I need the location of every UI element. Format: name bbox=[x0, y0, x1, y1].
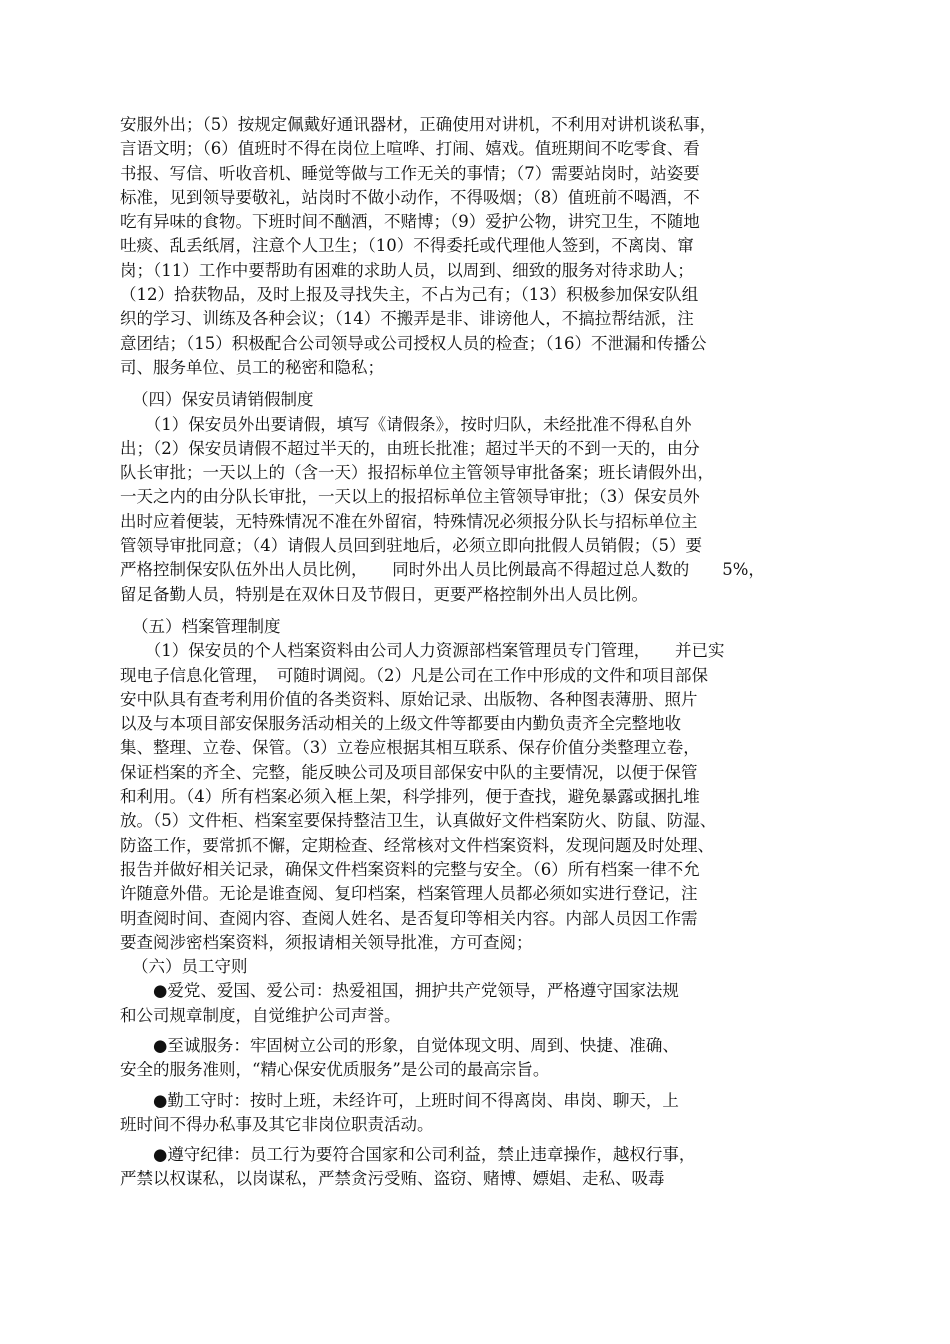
section5-heading: （五）档案管理制度 bbox=[132, 616, 281, 636]
document-body bbox=[120, 113, 836, 1192]
rule-item: ●勤工守时：按时上班，未经许可，上班时间不得离岗、串岗、聊天，上 班时间不得办私事及其它非岗位职责活动。 bbox=[120, 1090, 679, 1134]
rule-item: ●爱党、爱国、爱公司：热爱祖国，拥护共产党领导，严格遵守国家法规 和公司规章制度，自觉维护公司声誉。 bbox=[120, 981, 679, 1025]
spacer bbox=[120, 380, 836, 388]
section5-paragraph: （1）保安员的个人档案资料由公司人力资源部档案管理员专门管理， 并已实 现电子信息化管理， 可随时调阅。（2）凡是公司在工作中形成的文件和项目部保 安中队具有查考利用价值的各类资料、原始记录、出版物、各种图表薄册、照片 以及与本项目部安保服务活动相关的上级文件等都要由内勤负责齐全完整地收 集、整理、立卷、保管。（3）立卷应根据其相互联系、保存价值分类整理立卷， 保证档案的齐全、完整，能反映公司及项目部保安中队的主要情况，以便于保管 和利用。（4）所有档案必须入框上架，科学排列，便于查找，避免暴露或捆扎堆 放。（5）文件柜、档案室要保持整洁卫生，认真做好文件档案防火、防鼠、防湿、 防盗工作，要常抓不懈，定期检查、经常核对文件档案资料，发现问题及时处理、 报告并做好相关记录，确保文件档案资料的完整与安全。（6）所有档案一律不允 许随意外借。无论是谁查阅、复印档案，档案管理人员都必须如实进行登记，注 明查阅时间、查阅内容、查阅人姓名、是否复印等相关内容。内部人员因工作需 要查阅涉密档案资料，须报请相关领导批准，方可查阅； bbox=[120, 641, 725, 952]
section6-heading: （六）员工守则 bbox=[132, 957, 248, 977]
section4-paragraph: （1）保安员外出要请假，填写《请假条》，按时归队，未经批准不得私自外 出；（2）保安员请假不超过半天的，由班长批准；超过半天的不到一天的，由分 队长审批；一天以上的（含一天）报招标单位主管领导审批备案；班长请假外出， 一天之内的由分队长审批，一天以上的报招标单位主管领导审批；（3）保安员外 出时应着便装，无特殊情况不准在外留宿，特殊情况必须报分队长与招标单位主 管领导审批同意；（4）请假人员回到驻地后，必须立即向批假人员销假；（5）要 严格控制保安队伍外出人员比例， 同时外出人员比例最高不得超过总人数的 5%， 留足备勤人员，特别是在双休日及节假日，更要严格控制外出人员比例。 bbox=[120, 414, 765, 604]
rule-item: ●至诚服务：牢固树立公司的形象，自觉体现文明、周到、快捷、准确、 安全的服务准则，“精心保安优质服务”是公司的最高宗旨。 bbox=[120, 1035, 679, 1080]
spacer bbox=[120, 607, 836, 615]
section4-heading: （四）保安员请销假制度 bbox=[132, 390, 314, 410]
rule-item: ●遵守纪律：员工行为要符合国家和公司利益，禁止违章操作，越权行事， 严禁以权谋私，以岗谋私，严禁贪污受贿、盗窃、赌博、嫖娼、走私、吸毒 bbox=[120, 1145, 696, 1189]
section3-continuation-paragraph: 安服外出；（5）按规定佩戴好通讯器材，正确使用对讲机，不利用对讲机谈私事， 言语文明；（6）值班时不得在岗位上喧哗、打闹、嬉戏。值班期间不吃零食、看 书报、写信、听收音机、睡觉等做与工作无关的事情；（7）需要站岗时，站姿要 标准，见到领导要敬礼，站岗时不做小动作，不得吸烟；（8）值班前不喝酒，不 吃有异味的食物。下班时间不酗酒，不赌博；（9）爱护公物，讲究卫生，不随地 吐痰、乱丢纸屑，注意个人卫生；（10）不得委托或代理他人签到，不离岗、窜 岗；（11）工作中要帮助有困难的求助人员，以周到、细致的服务对待求助人； （12）拾获物品，及时上报及寻找失主，不占为己有；（13）积极参加保安队组 织的学习、训练及各种会议；（14）不搬弄是非、诽谤他人，不搞拉帮结派，注 意团结；（15）积极配合公司领导或公司授权人员的检查；（16）不泄漏和传播公 司、服务单位、员工的秘密和隐私； bbox=[120, 115, 717, 377]
